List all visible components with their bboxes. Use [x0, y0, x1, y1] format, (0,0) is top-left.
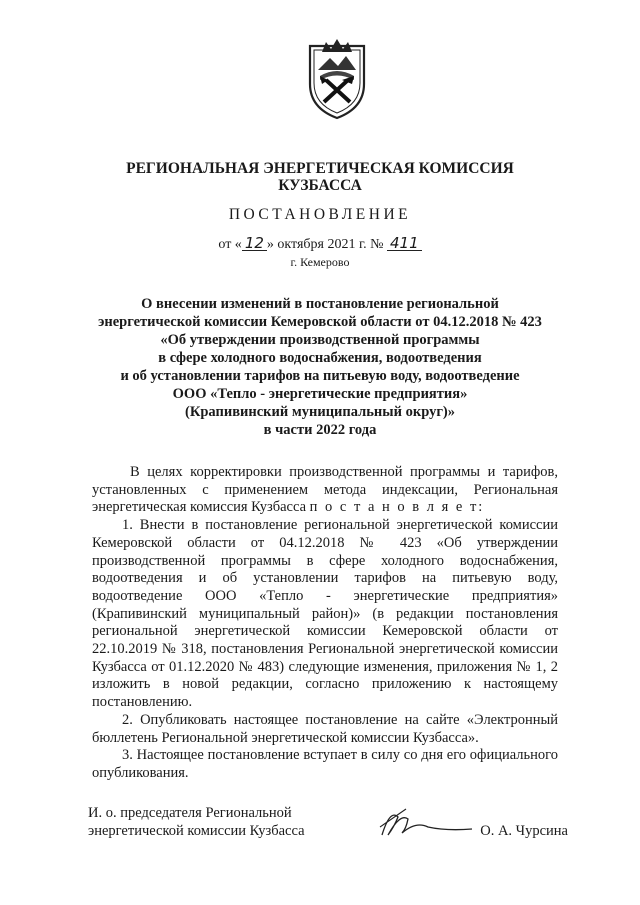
handwritten-signature [376, 805, 476, 845]
decree-word: п о с т а н о в л я е т: [309, 499, 485, 516]
item-paragraph: 1. Внести в постановление региональной энергетической комиссии Кемеровской области от 04.12.2018 № 423 «Об утверждении производственной программы в сфере холодного водоснабжения, водоотведения и об установлении тарифов на питьевую воду, водоотведение ООО «Тепло - энергетические предприятия» (Крапивинский муниципальный район)» (в редакции постановления региональной энергетической комиссии Кемеровской области от 22.10.2019 № 318, постановления Региональной энергетической комиссии Кузбасса от 01.12.2020 № 483) следующие изменения, приложения № 1, 2 изложить в новой редакции, согласно приложению к настоящему постановлению. [92, 517, 558, 711]
subject-line: и об установлении тарифов на питьевую воду, водоотведение [120, 368, 520, 384]
date-prefix: от « [218, 237, 242, 252]
document-body [92, 464, 558, 783]
coat-of-arms-emblem [302, 36, 372, 120]
subject-line: в сфере холодного водоснабжения, водоотведения [158, 350, 482, 366]
signer-position-line1: И. о. председателя Региональной [88, 805, 292, 821]
date-day: 12 [242, 236, 267, 251]
intro-paragraph [92, 464, 558, 517]
subject-line: (Крапивинский муниципальный округ)» [185, 404, 455, 420]
subject-line: О внесении изменений в постановление региональной [141, 296, 499, 312]
date-line [0, 236, 640, 253]
document-number: 411 [387, 236, 422, 251]
organization-name-line1: РЕГИОНАЛЬНАЯ ЭНЕРГЕТИЧЕСКАЯ КОМИССИЯ [126, 160, 514, 177]
subject-line: в части 2022 года [263, 422, 377, 438]
subject-line: «Об утверждении производственной программы [160, 332, 480, 348]
signer-position-line2: энергетической комиссии Кузбасса [88, 822, 305, 839]
signer-name: О. А. Чурсина [480, 823, 568, 839]
city: г. Кемерово [290, 255, 350, 269]
subject-line: энергетической комиссии Кемеровской области от 04.12.2018 № 423 [98, 314, 542, 330]
document-subject [70, 295, 570, 439]
item-paragraph: 2. Опубликовать настоящее постановление на сайте «Электронный бюллетень Региональной энергетической комиссии Кузбасса». [92, 711, 558, 746]
item-paragraph: 3. Настоящее постановление вступает в силу со дня его официального опубликования. [92, 747, 558, 781]
organization-name-line2: КУЗБАССА [278, 177, 362, 194]
signature-block [88, 805, 568, 865]
intro-text: В целях корректировки производственной программы и тарифов, установленных с применением метода индексации, Региональная энергетическая комиссия Кузбасса [92, 464, 558, 516]
date-middle: » октября 2021 г. № [266, 237, 384, 252]
document-type: ПОСТАНОВЛЕНИЕ [228, 206, 412, 223]
subject-line: ООО «Тепло - энергетические предприятия» [172, 386, 468, 402]
